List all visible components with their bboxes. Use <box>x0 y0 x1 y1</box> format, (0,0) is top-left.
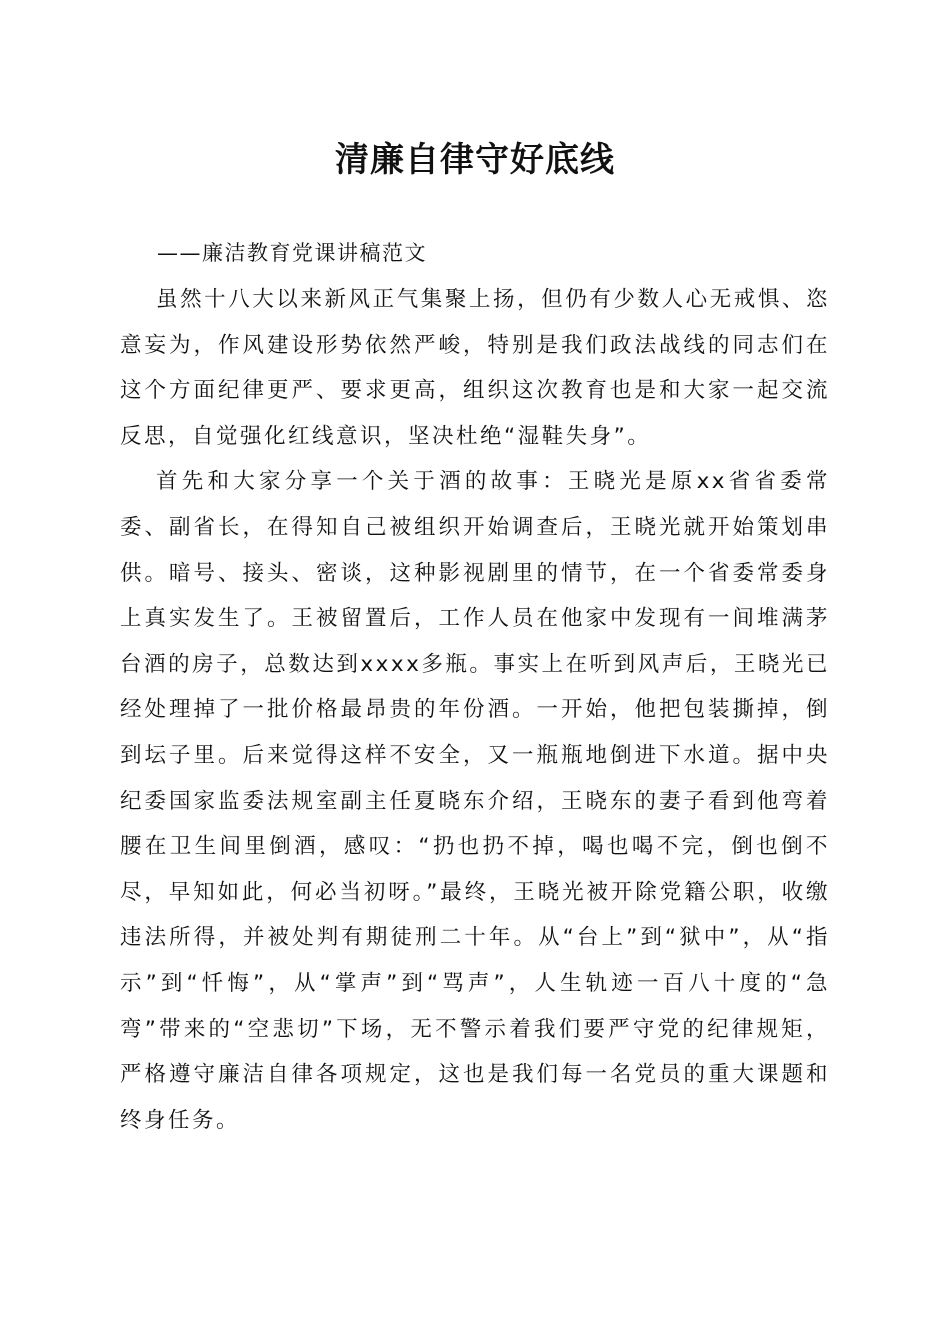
document-body <box>120 277 830 1143</box>
document-subtitle: ——廉洁教育党课讲稿范文 <box>157 241 427 265</box>
paragraph-intro: 虽然十八大以来新风正气集聚上扬，但仍有少数人心无戒惧、恣意妄为，作风建设形势依然严峻，特别是我们政法战线的同志们在这个方面纪律更严、要求更高，组织这次教育也是和大家一起交流反思，自觉强化红线意识，坚决杜绝“湿鞋失身”。 <box>120 287 830 449</box>
document-title: 清廉自律守好底线 <box>335 140 615 180</box>
paragraph-story: 首先和大家分享一个关于酒的故事：王晓光是原xx省省委常委、副省长，在得知自己被组织开始调查后，王晓光就开始策划串供。暗号、接头、密谈，这种影视剧里的情节，在一个省委常委身上真实发生了。王被留置后，工作人员在他家中发现有一间堆满茅台酒的房子，总数达到xxxx多瓶。事实上在听到风声后，王晓光已经处理掉了一批价格最昂贵的年份酒。一开始，他把包装撕掉，倒到坛子里。后来觉得这样不安全，又一瓶瓶地倒进下水道。据中央纪委国家监委法规室副主任夏晓东介绍，王晓东的妻子看到他弯着腰在卫生间里倒酒，感叹：“扔也扔不掉，喝也喝不完，倒也倒不尽，早知如此，何必当初呀。”最终，王晓光被开除党籍公职，收缴违法所得，并被处判有期徒刑二十年。从“台上”到“狱中”，从“指示”到“忏悔”，从“掌声”到“骂声”，人生轨迹一百八十度的“急弯”带来的“空悲切”下场，无不警示着我们要严守党的纪律规矩，严格遵守廉洁自律各项规定，这也是我们每一名党员的重大课题和终身任务。 <box>120 469 830 1133</box>
